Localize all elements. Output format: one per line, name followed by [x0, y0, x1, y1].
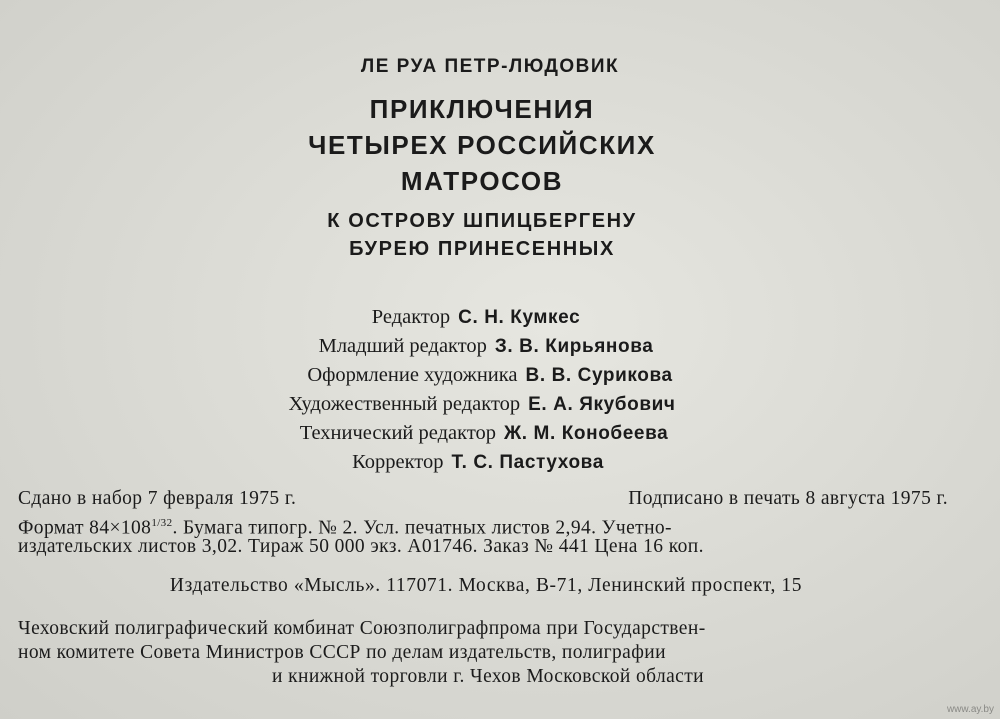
imprint-signed: Подписано в печать 8 августа 1975 г.: [628, 488, 948, 509]
book-title-line-3: МАТРОСОВ: [400, 166, 564, 196]
printer-line-1: Чеховский полиграфический комбинат Союзполиграфпрома при Государствен-: [18, 618, 706, 639]
credit-role: Младший редактор: [318, 335, 487, 357]
imprint-format: Формат 84×108: [18, 517, 152, 539]
credit-role: Корректор: [352, 451, 444, 473]
credit-name: З. В. Кирьянова: [494, 336, 654, 357]
credit-junior-editor: [0, 332, 986, 361]
imprint-paper: . Бумага типогр. № 2. Усл. печатных листов 2,94. Учетно-: [172, 517, 672, 539]
imprint-line-3: издательских листов 3,02. Тираж 50 000 экз. А01746. Заказ № 441 Цена 16 коп.: [18, 536, 704, 557]
author-name: ЛЕ РУА ПЕТР-ЛЮДОВИК: [360, 56, 620, 77]
credit-role: Художественный редактор: [288, 393, 521, 415]
credit-name: Е. А. Якубович: [528, 394, 676, 415]
credit-artist: [0, 361, 990, 390]
imprint-format-fraction: 1/32: [151, 517, 173, 529]
book-subtitle-line-1: К ОСТРОВУ ШПИЦБЕРГЕНУ: [327, 210, 637, 232]
book-subtitle-line-2: БУРЕЮ ПРИНЕСЕННЫХ: [349, 238, 615, 260]
credit-name: С. Н. Кумкес: [458, 307, 581, 328]
publisher-address: Издательство «Мысль». 117071. Москва, В-71, Ленинский проспект, 15: [169, 575, 803, 596]
credit-role: Технический редактор: [299, 422, 497, 444]
credit-name: В. В. Сурикова: [525, 365, 673, 386]
credit-name: Т. С. Пастухова: [451, 452, 604, 473]
book-title-line-2: ЧЕТЫРЕХ РОССИЙСКИХ: [308, 130, 656, 160]
printer-line-3: и книжной торговли г. Чехов Московской области: [272, 666, 704, 687]
credit-role: Оформление художника: [307, 364, 518, 386]
credit-tech-editor: [0, 419, 984, 448]
credit-proofreader: [0, 448, 978, 477]
credit-art-editor: [0, 390, 982, 419]
credit-name: Ж. М. Конобеева: [504, 423, 669, 444]
credit-role: Редактор: [371, 306, 451, 328]
watermark: www.ay.by: [946, 704, 994, 715]
printer-line-2: ном комитете Совета Министров СССР по делам издательств, полиграфии: [18, 642, 666, 663]
credit-editor: [0, 303, 976, 332]
book-title-line-1: ПРИКЛЮЧЕНИЯ: [369, 94, 595, 124]
imprint-line-1: [18, 487, 948, 511]
imprint-submitted: Сдано в набор 7 февраля 1975 г.: [18, 488, 297, 509]
